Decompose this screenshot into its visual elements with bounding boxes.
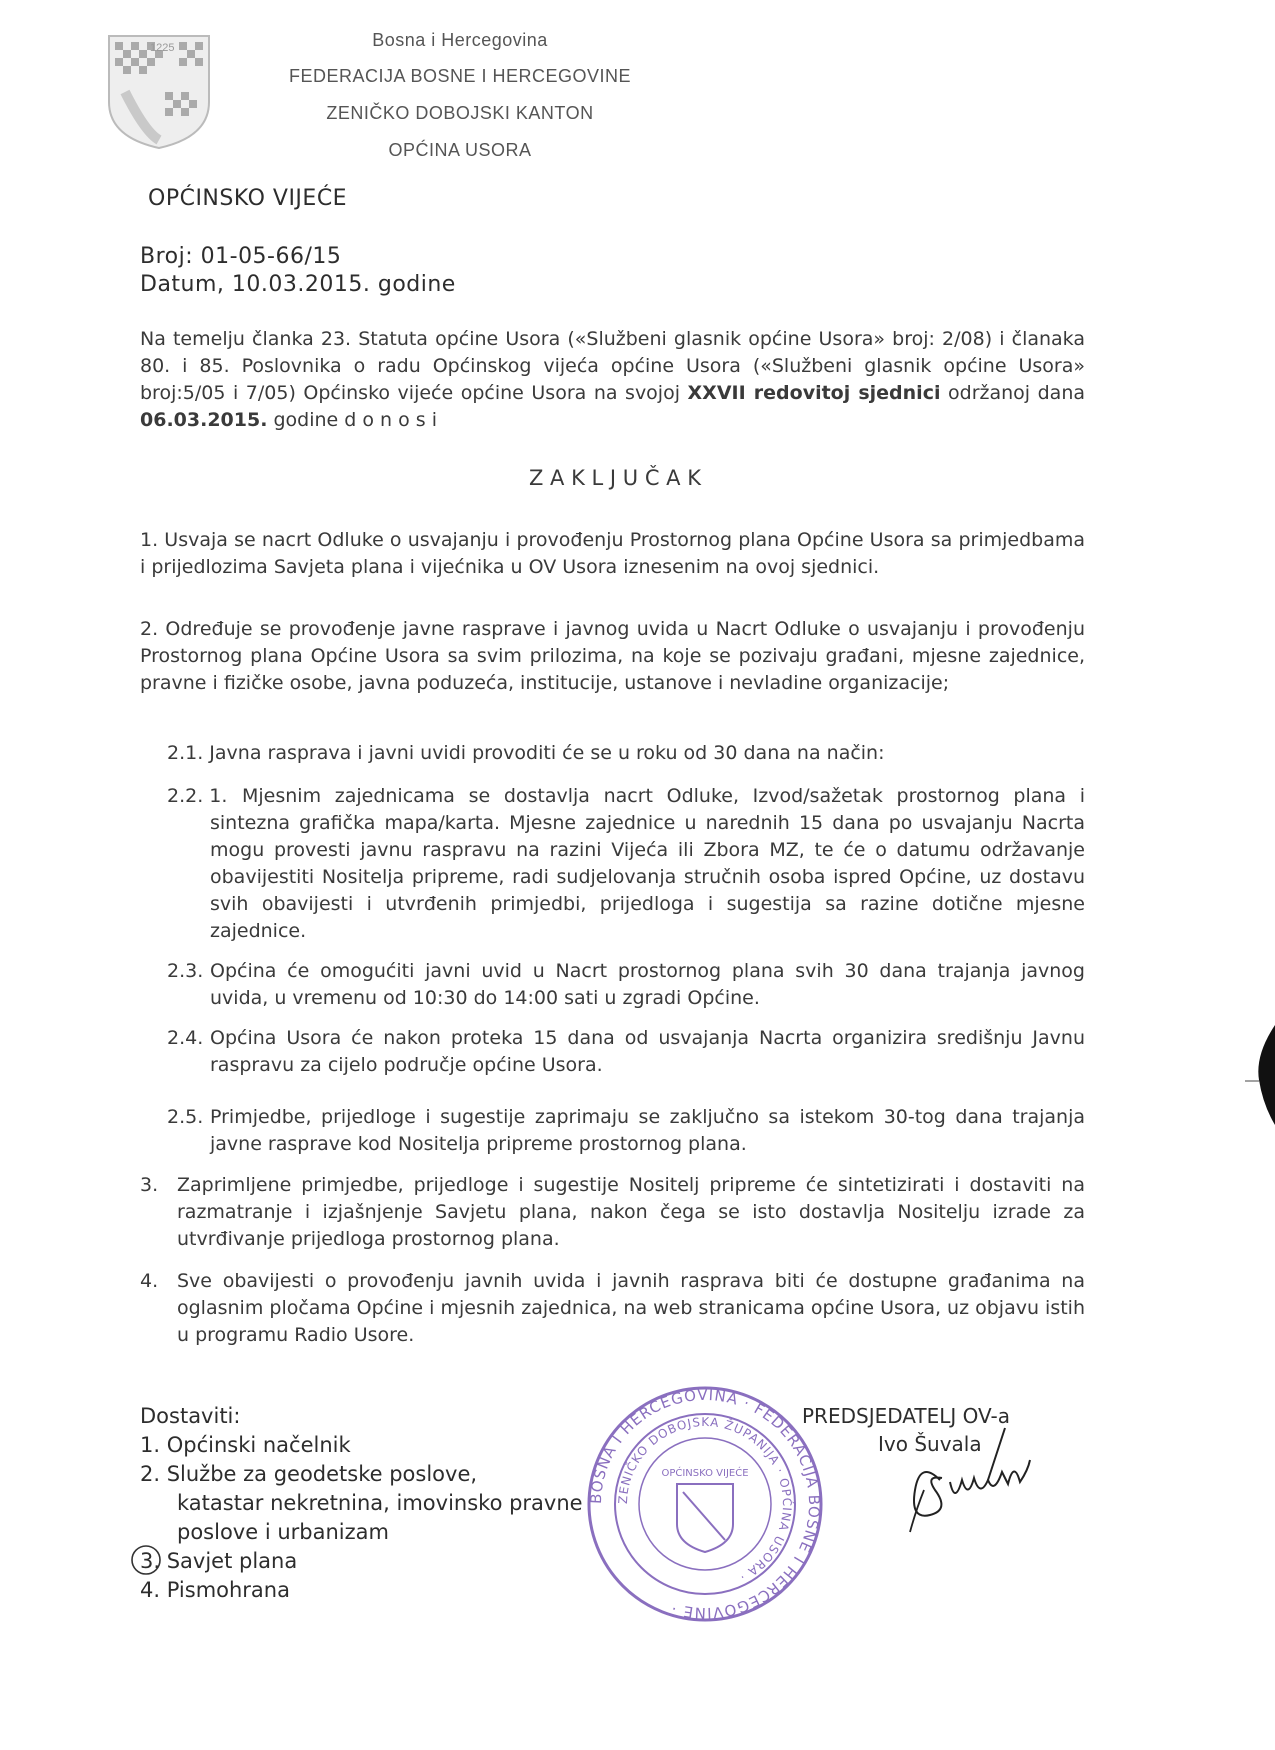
item-2-5-number: 2.5. bbox=[167, 1106, 204, 1128]
distribution-item-2-line-3: poslove i urbanizam bbox=[177, 1520, 389, 1544]
item-4-number: 4. bbox=[140, 1270, 159, 1292]
stamp-inner-text: ZENIČKO DOBOJSKA ŽUPANIJA · OPĆINA USORA · bbox=[615, 1414, 795, 1585]
distribution-item-2-line-2: katastar nekretnina, imovinsko pravne bbox=[177, 1491, 583, 1515]
item-3-number: 3. bbox=[140, 1174, 159, 1196]
handwritten-signature bbox=[880, 1420, 1060, 1540]
item-3: Zaprimljene primjedbe, prijedloge i sugestije Nositelj pripreme će sintetizirati i dostaviti na razmatranje i izjašnjenje Savjetu plana, nakon čega se isto dostavlja Nositelju izrade za utvrđivanje prijedloga prostornog plana. bbox=[177, 1174, 1085, 1250]
handwritten-circle-mark bbox=[128, 1542, 168, 1580]
council-name: OPĆINSKO VIJEĆE bbox=[148, 186, 348, 211]
item-2: 2. Određuje se provođenje javne rasprave i javnog uvida u Nacrt Odluke o usvajanju i provođenju Prostornog plana Općine Usora sa svim prilozima, na koje se pozivaju građani, mjesne zajednice, pravne i fizičke osobe, javna poduzeća, institucije, ustanove i nevladine organizacije; bbox=[140, 618, 1085, 694]
official-stamp bbox=[585, 1384, 825, 1624]
session-date: 06.03.2015. bbox=[140, 409, 268, 431]
crest-label: 1225 bbox=[150, 42, 175, 54]
item-4: Sve obavijesti o provođenju javnih uvida i javnih rasprava biti će dostupne građanima na oglasnim pločama Općine i mjesnih zajednica, na web stranicama općine Usora, uz objavu istih u programu Radio Usore. bbox=[177, 1270, 1085, 1346]
document-date: Datum, 10.03.2015. godine bbox=[140, 272, 456, 297]
header-federation: FEDERACIJA BOSNE I HERCEGOVINE bbox=[288, 66, 632, 86]
distribution-list bbox=[140, 1402, 583, 1605]
item-2-5: Primjedbe, prijedloge i sugestije zaprimaju se zaključno sa istekom 30-tog dana trajanja javne rasprave kod Nositelja pripreme prostornog plana. bbox=[210, 1106, 1085, 1155]
document-number: Broj: 01-05-66/15 bbox=[140, 244, 342, 269]
header-canton: ZENIČKO DOBOJSKI KANTON bbox=[326, 103, 594, 123]
item-2-3: Općina će omogućiti javni uvid u Nacrt prostornog plana svih 30 dana trajanja javnog uvida, u vremenu od 10:30 do 14:00 sati u zgradi Općine. bbox=[210, 960, 1085, 1009]
intro-text-2: održanoj dana bbox=[940, 382, 1086, 404]
item-2-4: Općina Usora će nakon proteka 15 dana od usvajanja Nacrta organizira središnju Javnu raspravu za cijelo područje općine Usora. bbox=[210, 1027, 1085, 1076]
item-1: 1. Usvaja se nacrt Odluke o usvajanju i provođenju Prostornog plana Općine Usora sa primjedbama i prijedlozima Savjeta plana i vijećnika u OV Usora iznesenim na ovoj sjednici. bbox=[140, 529, 1085, 578]
item-2-3-number: 2.3. bbox=[167, 960, 204, 982]
intro-text-1: Na temelju članka 23. Statuta općine Usora («Službeni glasnik općine Usora» broj: 2/08) i članaka 80. i 85. Poslovnika o radu Općinskog vijeća općine Usora («Službeni glasnik općine Usora» broj:5/05 i 7/05) Općinsko vijeće općine Usora na svojoj bbox=[140, 328, 1085, 404]
item-2-1: 2.1. Javna rasprava i javni uvidi provoditi će se u roku od 30 dana na način: bbox=[167, 742, 885, 764]
header-country: Bosna i Hercegovina bbox=[372, 30, 548, 50]
item-2-2-1: Mjesnim zajednicama se dostavlja nacrt Odluke, Izvod/sažetak prostornog plana i sintezna grafička mapa/karta. Mjesne zajednice u narednih 15 dana po usvajanju Nacrta mogu provesti javnu raspravu na razini Vijeća ili Zbora MZ, te će o datumu održavanje obavijestiti Nositelja pripreme, radi sudjelovanja stručnih osoba ispred Općine, uz dostavu svih obavijesti i utvrđenih primjedbi, prijedloga i sugestija sa razine dotične mjesne zajednice. bbox=[210, 785, 1085, 942]
distribution-item-4: 4. Pismohrana bbox=[140, 1578, 290, 1602]
header-municipality: OPĆINA USORA bbox=[388, 140, 532, 160]
intro-text-3: godine d o n o s i bbox=[267, 409, 437, 431]
stamp-center-text: OPĆINSKO VIJEĆE bbox=[661, 1468, 749, 1479]
distribution-item-3: 3. Savjet plana bbox=[140, 1549, 298, 1573]
signatory-name: Ivo Šuvala bbox=[878, 1432, 982, 1456]
item-2-2-1-number: 2.2. 1. bbox=[167, 785, 228, 807]
session-name: XXVII redovitoj sjednici bbox=[687, 382, 941, 404]
document-title: Z A K L J U Č A K bbox=[529, 466, 701, 490]
item-2-4-number: 2.4. bbox=[167, 1027, 204, 1049]
scan-edge-mark bbox=[1245, 1025, 1275, 1125]
distribution-item-2: 2. Službe za geodetske poslove, bbox=[140, 1462, 478, 1486]
stamp-outer-text: BOSNA I HERCEGOVINA · FEDERACIJA BOSNE I HERCEGOVINE · bbox=[586, 1385, 824, 1623]
signatory-role: PREDSJEDATELJ OV-a bbox=[802, 1404, 1011, 1428]
distribution-label: Dostaviti: bbox=[140, 1404, 241, 1428]
distribution-item-1: 1. Općinski načelnik bbox=[140, 1433, 351, 1457]
intro-paragraph bbox=[140, 326, 1085, 434]
